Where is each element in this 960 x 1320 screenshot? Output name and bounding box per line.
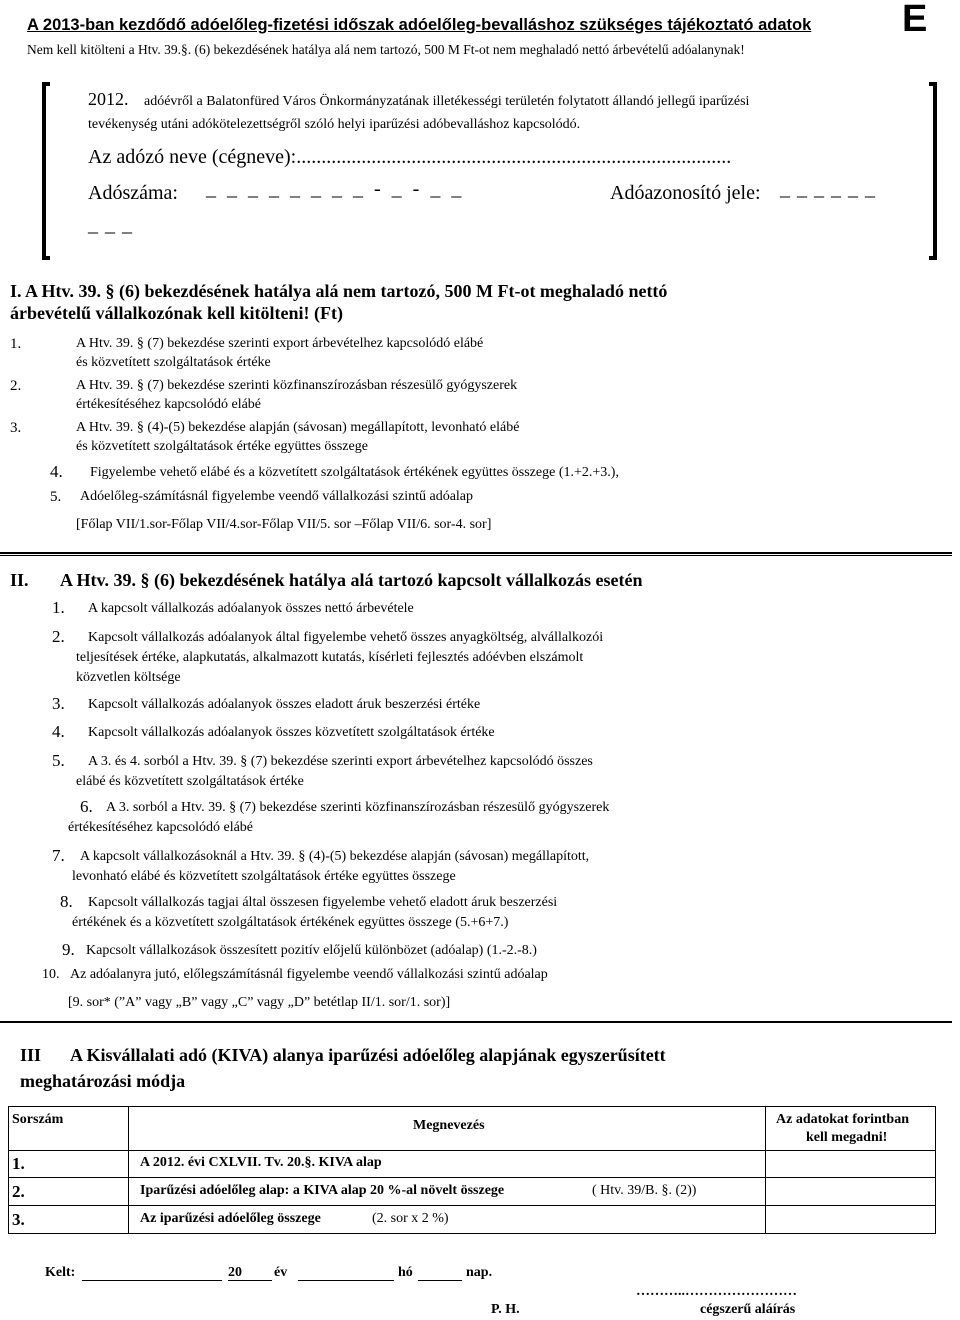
date-month-line[interactable]: [298, 1280, 394, 1281]
s2-item-1-num: 1.: [52, 598, 65, 617]
s2-item-8-num: 8.: [60, 892, 73, 911]
s1-item-3-num: 3.: [10, 420, 22, 436]
s1-item-5-text-2: [Főlap VII/1.sor-Főlap VII/4.sor-Főlap VII/5. sor –Főlap VII/6. sor-4. sor]: [76, 517, 492, 532]
signature-line[interactable]: ………..……………………: [636, 1284, 797, 1299]
table-row-2-extra: ( Htv. 39/B. §. (2)): [592, 1183, 697, 1198]
intro-line-2: tevékenység utáni adókötelezettségről szóló helyi iparűzési adóbevalláshoz kapcsolódó.: [88, 117, 581, 132]
s1-item-3-text-2: és közvetített szolgáltatások értéke együttes összege: [76, 439, 368, 454]
s2-item-3-text: Kapcsolt vállalkozás adóalanyok összes eladott áruk beszerzési értéke: [88, 697, 481, 712]
s2-item-9-text: Kapcsolt vállalkozások összesített pozitív előjelű különbözet (adóalap) (1.-2.-8.): [86, 943, 537, 958]
box-corner-br: [929, 256, 937, 260]
section1-heading-line2: árbevételű vállalkozónak kell kitölteni! (Ft): [10, 303, 343, 323]
table-header-num: Sorszám: [12, 1112, 64, 1127]
table-row-2-num: 2.: [12, 1182, 25, 1201]
s2-item-2-text-2: teljesítések értéke, alapkutatás, alkalmazott kutatás, kísérleti fejlesztés adóévben elszámolt: [76, 650, 584, 665]
form-letter: E: [902, 0, 928, 40]
table-header-name: Megnevezés: [413, 1118, 485, 1133]
s2-item-6-text-2: értékesítéséhez kapcsolódó elábé: [68, 820, 254, 835]
table-row-3-value[interactable]: [770, 1207, 932, 1232]
form-subtitle: Nem kell kitölteni a Htv. 39.§. (6) bekezdésének hatálya alá nem tartozó, 500 M Ft-ot nem meghaladó nettó árbevételű adóalanynak!: [27, 42, 745, 57]
tax-id-field[interactable]: _ _ _ _ _ _: [780, 178, 876, 200]
section1-heading-line1: I. A Htv. 39. § (6) bekezdésének hatálya alá nem tartozó, 500 M Ft-ot meghaladó nettó: [10, 281, 668, 301]
s2-item-4-num: 4.: [52, 722, 65, 741]
s1-item-5-num: 5.: [50, 489, 62, 505]
section-divider-1b: [0, 555, 952, 556]
s2-item-7-text-2: levonható elábé és közvetített szolgáltatások értéke együttes összege: [72, 869, 456, 884]
table-row-2-text: Iparűzési adóelőleg alap: a KIVA alap 20 %-al növelt összege: [140, 1183, 505, 1198]
table-row-3-extra: (2. sor x 2 %): [372, 1211, 449, 1226]
s1-item-2-text-2: értékesítéséhez kapcsolódó elábé: [76, 397, 262, 412]
s2-item-2-text: Kapcsolt vállalkozás adóalanyok által figyelembe vehető összes anyagköltség, alvállalkozói: [88, 630, 604, 645]
date-year-prefix: 20: [228, 1265, 242, 1280]
s2-item-6-text: A 3. sorból a Htv. 39. § (7) bekezdése szerinti közfinanszírozásban részesülő gyógyszerek: [106, 800, 610, 815]
s2-item-1-text: A kapcsolt vállalkozás adóalanyok összes nettó árbevétele: [88, 601, 414, 616]
tax-number-label: Adószáma:: [88, 182, 178, 204]
section2-roman: II.: [10, 570, 29, 590]
box-corner-bl: [42, 256, 50, 260]
box-right-border: [933, 82, 937, 260]
s1-item-4-text: Figyelembe vehető elábé és a közvetített szolgáltatások értékének együttes összege (1.+2.+3.),: [90, 465, 619, 480]
date-place-line[interactable]: [82, 1280, 222, 1281]
date-day-line[interactable]: [418, 1280, 462, 1281]
date-year-label: év: [274, 1265, 288, 1280]
s1-item-4-num: 4.: [50, 462, 63, 481]
s1-item-3-text: A Htv. 39. § (4)-(5) bekezdése alapján (sávosan) megállapított, levonható elábé: [76, 420, 520, 435]
table-row-3-num: 3.: [12, 1210, 25, 1229]
table-row-1-num: 1.: [12, 1154, 25, 1173]
date-day-label: nap.: [466, 1265, 493, 1280]
s1-item-1-text-2: és közvetített szolgáltatások értéke: [76, 355, 271, 370]
box-left-border: [42, 82, 46, 260]
table-row-2-value[interactable]: [770, 1179, 932, 1203]
table-row-divider-2: [8, 1177, 936, 1178]
date-label: Kelt:: [45, 1265, 76, 1280]
table-row-1-value[interactable]: [770, 1152, 932, 1174]
table-header-value-2: kell megadni!: [806, 1130, 888, 1145]
box-corner-tr: [929, 82, 937, 86]
date-year-line[interactable]: [228, 1280, 272, 1281]
form-title: A 2013-ban kezdődő adóelőleg-fizetési időszak adóelőleg-bevalláshoz szükséges tájékoztató adatok: [27, 16, 812, 34]
s2-item-8-text-2: értékének és a közvetített szolgáltatások értékének együttes összege (5.+6+7.): [72, 915, 509, 930]
s2-item-2-num: 2.: [52, 627, 65, 646]
s2-item-10-text-2: [9. sor* (”A” vagy „B” vagy „C” vagy „D” betétlap II/1. sor/1. sor)]: [68, 995, 451, 1010]
s2-item-3-num: 3.: [52, 694, 65, 713]
intro-line-1: adóévről a Balatonfüred Város Önkormányzatának illetékességi területén folytatott állandó jellegű iparűzési: [144, 94, 750, 109]
section2-heading: A Htv. 39. § (6) bekezdésének hatálya alá tartozó kapcsolt vállalkozás esetén: [60, 570, 643, 590]
stamp-label: P. H.: [491, 1302, 520, 1317]
s2-item-10-text: Az adóalanyra jutó, előlegszámításnál figyelembe veendő vállalkozási szintű adóalap: [70, 967, 548, 982]
section-divider-2: [0, 1021, 952, 1023]
table-row-divider-3: [8, 1205, 936, 1206]
section-divider-1: [0, 552, 952, 554]
signature-label: cégszerű aláírás: [700, 1302, 796, 1317]
s1-item-2-num: 2.: [10, 378, 22, 394]
tax-id-label: Adóazonosító jele:: [610, 182, 761, 204]
table-row-3-text: Az iparűzési adóelőleg összege: [140, 1211, 321, 1226]
s1-item-5-text: Adóelőleg-számításnál figyelembe veendő vállalkozási szintű adóalap: [80, 489, 474, 504]
s2-item-5-text: A 3. és 4. sorból a Htv. 39. § (7) bekezdése szerinti export árbevételhez kapcsolódó összes: [88, 754, 593, 769]
tax-id-field-cont[interactable]: _ _ _: [88, 214, 133, 236]
s2-item-7-text: A kapcsolt vállalkozásoknál a Htv. 39. § (4)-(5) bekezdése alapján (sávosan) megállapított,: [80, 849, 590, 864]
table-row-1-text: A 2012. évi CXLVII. Tv. 20.§. KIVA alap: [140, 1155, 382, 1170]
s2-item-8-text: Kapcsolt vállalkozás tagjai által összesen figyelembe vehető eladott áruk beszerzési: [88, 895, 558, 910]
table-col-divider-1: [128, 1106, 129, 1234]
s2-item-10-num: 10.: [42, 967, 60, 982]
taxpayer-name-field[interactable]: Az adózó neve (cégneve):.......................................................................................: [88, 146, 732, 168]
box-corner-tl: [42, 82, 50, 86]
s2-item-4-text: Kapcsolt vállalkozás adóalanyok összes közvetített szolgáltatások értéke: [88, 725, 495, 740]
s2-item-9-num: 9.: [62, 940, 75, 959]
table-col-divider-2: [765, 1106, 766, 1234]
intro-year: 2012.: [88, 89, 129, 109]
table-row-divider-1: [8, 1150, 936, 1151]
s1-item-1-text: A Htv. 39. § (7) bekezdése szerinti export árbevételhez kapcsolódó elábé: [76, 336, 484, 351]
s2-item-6-num: 6.: [80, 797, 93, 816]
s2-item-5-num: 5.: [52, 751, 65, 770]
s1-item-2-text: A Htv. 39. § (7) bekezdése szerinti közfinanszírozásban részesülő gyógyszerek: [76, 378, 518, 393]
s2-item-7-num: 7.: [52, 846, 65, 865]
s2-item-5-text-2: elábé és közvetített szolgáltatások értéke: [76, 774, 304, 789]
tax-number-field[interactable]: _ _ _ _ _ _ _ _ - _ - _ _: [206, 178, 465, 200]
section3-heading-line1: A Kisvállalati adó (KIVA) alanya iparűzési adóelőleg alapjának egyszerűsített: [70, 1045, 666, 1065]
section3-roman: III: [20, 1045, 42, 1065]
table-header-value-1: Az adatokat forintban: [776, 1112, 910, 1127]
s2-item-2-text-3: közvetlen költsége: [76, 670, 181, 685]
date-month-label: hó: [398, 1265, 413, 1280]
section3-heading-line2: meghatározási módja: [20, 1071, 186, 1091]
s1-item-1-num: 1.: [10, 336, 22, 352]
